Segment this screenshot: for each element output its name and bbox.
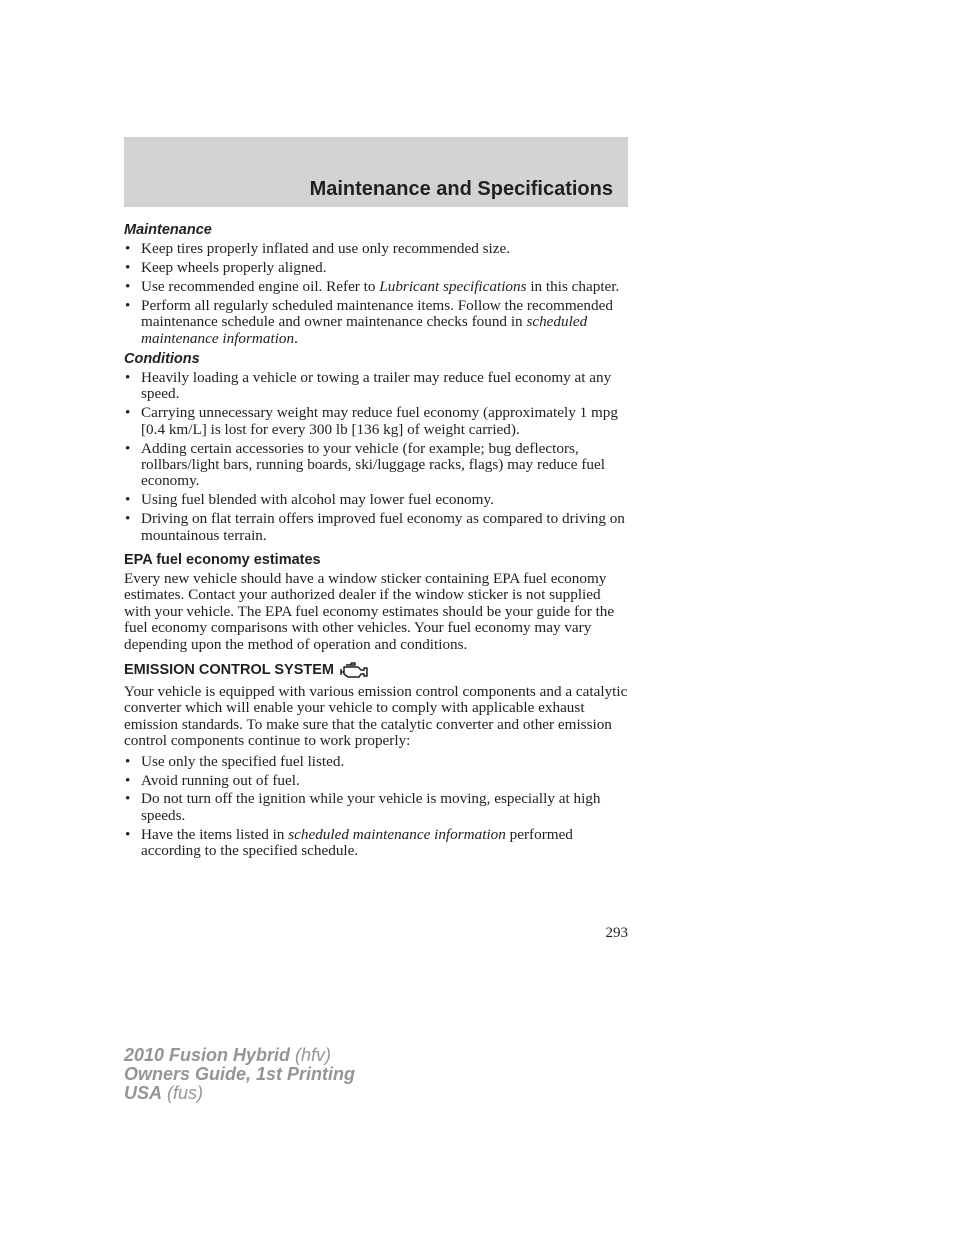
section-title: Maintenance and Specifications	[309, 178, 613, 200]
list-item: • Adding certain accessories to your vehicle (for example; bug deflectors, rollbars/light bars, running boards, ski/luggage racks, flags) may reduce fuel economy.	[124, 441, 630, 490]
list-item: • Heavily loading a vehicle or towing a trailer may reduce fuel economy at any speed.	[124, 370, 630, 403]
page-number: 293	[605, 925, 628, 941]
emission-list	[124, 754, 630, 860]
page-content	[124, 218, 630, 864]
emission-paragraph: Your vehicle is equipped with various emission control components and a catalytic converter which will enable your vehicle to comply with applicable exhaust emission standards. To make sure that the catalytic converter and other emission control components continue to work properly:	[124, 683, 628, 750]
epa-heading: EPA fuel economy estimates	[124, 552, 321, 568]
cross-reference: scheduled maintenance information	[141, 313, 588, 347]
cross-reference: Lubricant specifications	[379, 277, 527, 295]
footer-printing-info: 2010 Fusion Hybrid (hfv) Owners Guide, 1st Printing USA (fus)	[124, 1045, 356, 1103]
list-item: • Do not turn off the ignition while your vehicle is moving, especially at high speeds.	[124, 791, 630, 824]
list-item: • Keep tires properly inflated and use only recommended size.	[124, 241, 630, 257]
epa-paragraph: Every new vehicle should have a window sticker containing EPA fuel economy estimates. Contact your authorized dealer if the window sticker is not supplied with your vehicle. The EPA fuel economy estimates should be your guide for the fuel economy comparisons with other vehicles. Your fuel economy may vary depending upon the method of operation and conditions.	[124, 570, 615, 653]
list-item: • Use only the specified fuel listed.	[124, 754, 630, 770]
emission-heading: EMISSION CONTROL SYSTEM	[124, 662, 335, 679]
cross-reference: scheduled maintenance information	[288, 825, 506, 843]
check-engine-icon	[338, 659, 370, 681]
list-item: • Use recommended engine oil. Refer to Lubricant specifications in this chapter.	[124, 279, 630, 295]
maintenance-heading: Maintenance	[124, 222, 212, 238]
list-item: • Using fuel blended with alcohol may lower fuel economy.	[124, 492, 630, 508]
section-header-band	[124, 137, 628, 207]
list-item: • Driving on flat terrain offers improved fuel economy as compared to driving on mountainous terrain.	[124, 511, 630, 544]
list-item: • Perform all regularly scheduled maintenance items. Follow the recommended maintenance schedule and owner maintenance checks found in scheduled maintenance information.	[124, 298, 630, 347]
maintenance-list	[124, 241, 630, 347]
list-item: • Have the items listed in scheduled maintenance information performed according to the specified schedule.	[124, 827, 630, 860]
list-item: • Avoid running out of fuel.	[124, 773, 630, 789]
list-item: • Keep wheels properly aligned.	[124, 260, 630, 276]
list-item: • Carrying unnecessary weight may reduce fuel economy (approximately 1 mpg [0.4 km/L] is lost for every 300 lb [136 kg] of weight carried).	[124, 405, 630, 438]
conditions-list	[124, 370, 630, 544]
emission-heading-row	[124, 659, 630, 681]
conditions-heading: Conditions	[124, 350, 200, 367]
